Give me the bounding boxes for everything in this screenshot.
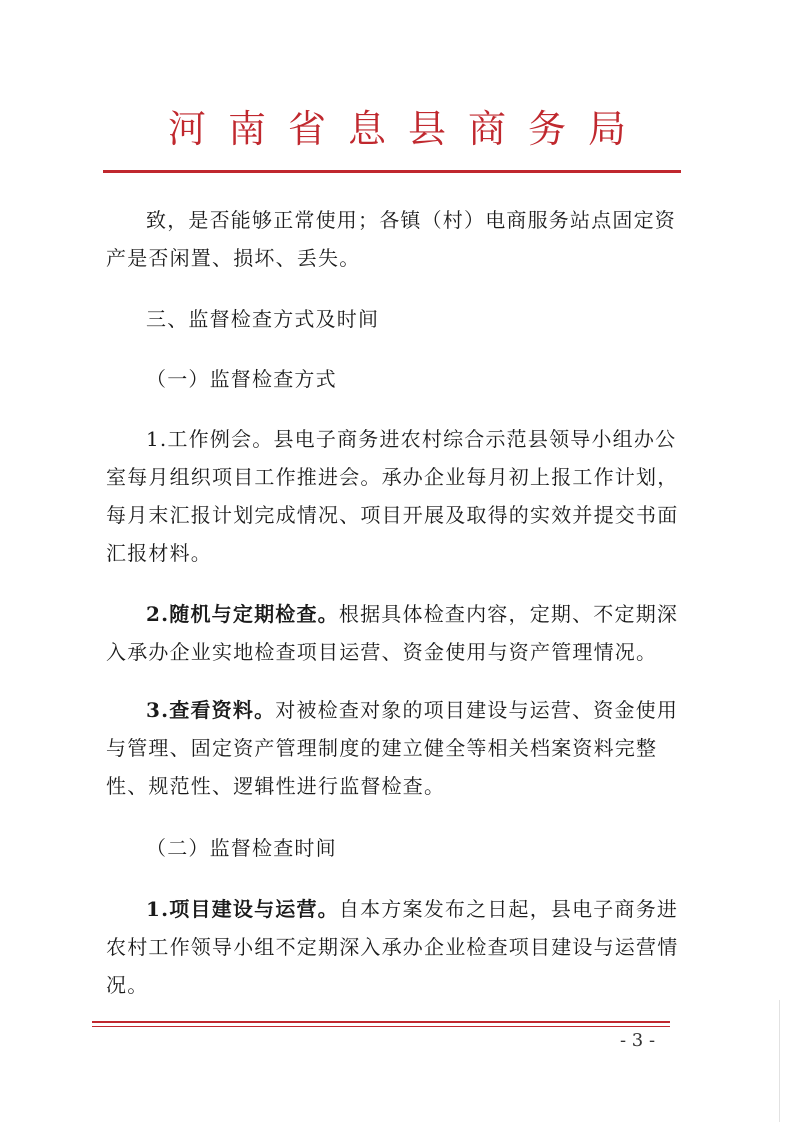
paragraph-item-2 — [106, 595, 682, 671]
paragraph-item-4 — [106, 890, 682, 1004]
page-number: - 3 - — [620, 1030, 656, 1051]
section-heading-3: 三、监督检查方式及时间 — [146, 307, 380, 331]
footer-rule-thin — [92, 1026, 670, 1027]
subsection-heading-time: （二）监督检查时间 — [146, 836, 337, 860]
item-4-lead: 1.项目建设与运营。 — [146, 897, 339, 921]
item-3-body: 对被检查对象的项目建设与运营、资金使用与管理、固定资产管理制度的建立健全等相关档案资料完整性、规范性、逻辑性进行监督检查。 — [106, 698, 679, 798]
item-4-body: 自本方案发布之日起，县电子商务进农村工作领导小组不定期深入承办企业检查项目建设与运营情况。 — [106, 897, 679, 997]
scan-edge-line — [779, 1000, 780, 1122]
letterhead-title: 河南省息县商务局 — [167, 107, 648, 151]
paragraph-continuation: 致，是否能够正常使用；各镇（村）电商服务站点固定资产是否闲置、损坏、丢失。 — [106, 208, 676, 270]
paragraph-item-3 — [106, 691, 682, 805]
letterhead-rule — [103, 170, 681, 173]
subsection-heading-methods: （一）监督检查方式 — [146, 367, 337, 391]
footer-rule-thick — [92, 1021, 670, 1023]
paragraph-item-1: 1.工作例会。县电子商务进农村综合示范县领导小组办公室每月组织项目工作推进会。承办企业每月初上报工作计划，每月末汇报计划完成情况、项目开展及取得的实效并提交书面汇报材料。 — [106, 427, 679, 565]
item-2-body: 根据具体检查内容，定期、不定期深入承办企业实地检查项目运营、资金使用与资产管理情况。 — [106, 602, 679, 664]
item-2-lead: 2.随机与定期检查。 — [146, 602, 339, 626]
item-3-lead: 3.查看资料。 — [146, 698, 276, 722]
